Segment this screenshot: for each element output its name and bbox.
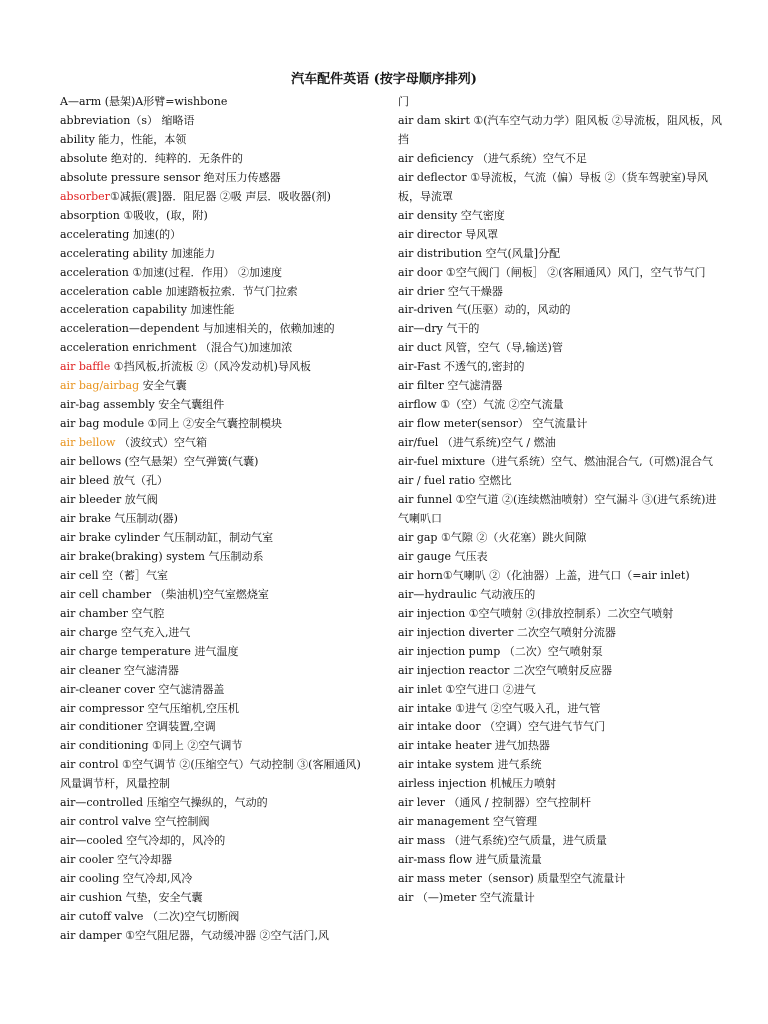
glossary-entry xyxy=(398,434,723,453)
entry-text: air intake system 进气系统 xyxy=(398,758,542,772)
entry-text: ①减振(震]器．阻尼器 ②吸 声层．吸收器(剂) xyxy=(109,189,331,203)
glossary-entry xyxy=(60,150,370,169)
page-title: 汽车配件英语 (按字母顺序排列) xyxy=(291,72,477,87)
glossary-entry xyxy=(398,681,723,700)
entry-text: air conditioner 空调装置,空调 xyxy=(60,720,216,734)
entry-text: air-mass flow 进气质量流量 xyxy=(398,853,542,867)
entry-text: ①挡风板,折流板 ②（风冷发动机)导风板 xyxy=(110,360,311,374)
glossary-entry xyxy=(398,794,723,813)
glossary-entry xyxy=(60,491,370,510)
entry-text: air cell 空（蓄］气室 xyxy=(60,568,169,582)
entry-text: airflow ①（空）气流 ②空气流量 xyxy=(398,398,564,412)
glossary-entry xyxy=(398,93,723,112)
glossary-entry xyxy=(398,889,723,908)
glossary-entry xyxy=(398,870,723,889)
glossary-entry xyxy=(60,851,370,870)
glossary-entry xyxy=(60,301,370,320)
entry-text: air deficiency （进气系统）空气不足 xyxy=(398,151,587,165)
entry-text: air management 空气管理 xyxy=(398,815,537,829)
glossary-entry xyxy=(398,169,723,207)
highlighted-term: air bellow xyxy=(60,436,116,450)
entry-text: air funnel ①空气道 ②(连续燃油喷射）空气漏斗 ③(进气系统)进气喇叭口 xyxy=(398,493,717,525)
glossary-entry xyxy=(398,320,723,339)
glossary-entry xyxy=(398,605,723,624)
entry-text: air-fuel mixture（进气系统）空气、燃油混合气,（可燃)混合气 xyxy=(398,455,713,469)
entry-text: airless injection 机械压力喷射 xyxy=(398,777,556,791)
glossary-entry xyxy=(398,718,723,737)
entry-text: acceleration cable 加速踏板拉索．节气门拉索 xyxy=(60,284,298,298)
glossary-entry xyxy=(60,112,370,131)
entry-text: accelerating 加速(的） xyxy=(60,227,182,241)
glossary-entry xyxy=(60,264,370,283)
entry-text: air brake(braking) system 气压制动系 xyxy=(60,549,264,563)
glossary-entry xyxy=(398,207,723,226)
entry-text: air horn①气喇叭 ②（化油器）上盖，进气口（=air inlet) xyxy=(398,568,690,582)
entry-text: acceleration ①加速(过程．作用） ②加速度 xyxy=(60,265,283,279)
glossary-entry xyxy=(398,226,723,245)
entry-text: air charge temperature 进气温度 xyxy=(60,644,239,658)
glossary-entry xyxy=(398,567,723,586)
entry-text: air bleed 放气（孔） xyxy=(60,474,168,488)
entry-text: air cell chamber （柴油机)空气室燃烧室 xyxy=(60,587,269,601)
glossary-entry xyxy=(398,396,723,415)
glossary-entry xyxy=(398,548,723,567)
glossary-entry xyxy=(398,283,723,302)
glossary-entry xyxy=(60,188,370,207)
entry-text: air conditioning ①同上 ②空气调节 xyxy=(60,739,243,753)
glossary-entry xyxy=(60,226,370,245)
entry-text: air-cleaner cover 空气滤清器盖 xyxy=(60,682,225,696)
entry-text: accelerating ability 加速能力 xyxy=(60,246,216,260)
entry-text: air injection diverter 二次空气喷射分流器 xyxy=(398,625,616,639)
glossary-entry xyxy=(60,510,370,529)
glossary-entry xyxy=(398,339,723,358)
entry-text: air—hydraulic 气动液压的 xyxy=(398,587,536,601)
entry-text: air distribution 空气(风量]分配 xyxy=(398,246,561,260)
glossary-entry xyxy=(60,567,370,586)
glossary-entry xyxy=(60,415,370,434)
entry-text: air cleaner 空气滤清器 xyxy=(60,663,179,677)
glossary-entry xyxy=(398,415,723,434)
glossary-entry xyxy=(60,434,370,453)
entry-text: air filter 空气滤清器 xyxy=(398,379,503,393)
entry-text: air lever （通风 / 控制器）空气控制杆 xyxy=(398,796,592,810)
entry-text: air charge 空气充入,进气 xyxy=(60,625,191,639)
glossary-entry xyxy=(398,662,723,681)
entry-text: air-bag assembly 安全气囊组件 xyxy=(60,398,225,412)
glossary-entry xyxy=(60,358,370,377)
glossary-entry xyxy=(60,339,370,358)
glossary-entry xyxy=(60,889,370,908)
glossary-entry xyxy=(60,718,370,737)
entry-text: air cooler 空气冷却器 xyxy=(60,853,173,867)
entry-text: air gauge 气压表 xyxy=(398,549,488,563)
entry-text: air door ①空气阀门（闸板］ ②(客厢通风）风门，空气节气门 xyxy=(398,265,706,279)
glossary-entry xyxy=(398,586,723,605)
glossary-entry xyxy=(398,851,723,870)
glossary-entry xyxy=(60,794,370,813)
entry-text: air chamber 空气腔 xyxy=(60,606,165,620)
glossary-entry xyxy=(398,150,723,169)
entry-text: acceleration enrichment （混合气)加速加浓 xyxy=(60,341,293,355)
entry-text: air—cooled 空气冷却的，风冷的 xyxy=(60,834,226,848)
entry-text: air drier 空气干燥器 xyxy=(398,284,503,298)
glossary-entry xyxy=(398,700,723,719)
entry-text: air—dry 气干的 xyxy=(398,322,480,336)
glossary-entry xyxy=(398,643,723,662)
glossary-entry xyxy=(60,283,370,302)
entry-text: air gap ①气隙 ②（火花塞）跳火间隙 xyxy=(398,530,587,544)
entry-text: air mass （进气系统)空气质量，进气质量 xyxy=(398,834,607,848)
glossary-entry xyxy=(60,681,370,700)
glossary-entry xyxy=(398,491,723,529)
glossary-entry xyxy=(60,737,370,756)
glossary-entry xyxy=(60,586,370,605)
glossary-entry xyxy=(60,453,370,472)
left-column xyxy=(60,93,370,946)
entry-text: 安全气囊 xyxy=(139,379,187,393)
glossary-entry xyxy=(60,605,370,624)
entry-text: air mass meter（sensor) 质量型空气流量计 xyxy=(398,872,626,886)
entry-text: （波纹式）空气箱 xyxy=(115,436,207,450)
glossary-entry xyxy=(398,813,723,832)
entry-text: air / fuel ratio 空燃比 xyxy=(398,474,512,488)
entry-text: 门 xyxy=(398,95,409,108)
glossary-entry xyxy=(60,320,370,339)
entry-text: air-driven 气(压驱）动的，风动的 xyxy=(398,303,571,317)
glossary-entry xyxy=(60,548,370,567)
entry-text: air injection pump （二次）空气喷射泵 xyxy=(398,644,603,658)
entry-text: air duct 风管，空气（导,输送)管 xyxy=(398,341,563,355)
glossary-entry xyxy=(398,624,723,643)
entry-text: air inlet ①空气进口 ②进气 xyxy=(398,682,536,696)
glossary-entry xyxy=(60,662,370,681)
entry-text: absorption ①吸收，(取，附) xyxy=(60,208,208,222)
entry-text: air deflector ①导流板，气流（偏）导板 ②（货车驾驶室)导风板，导流罩 xyxy=(398,170,708,203)
entry-text: acceleration—dependent 与加速相关的，依赖加速的 xyxy=(60,322,335,336)
glossary-entry xyxy=(398,264,723,283)
entry-text: air dam skirt ①(汽车空气动力学）阻风板 ②导流板，阻风板，风挡 xyxy=(398,113,723,146)
entry-text: air cooling 空气冷却,风冷 xyxy=(60,872,193,886)
glossary-entry xyxy=(60,832,370,851)
glossary-entry xyxy=(398,737,723,756)
entry-text: air—controlled 压缩空气操纵的，气动的 xyxy=(60,796,268,810)
entry-text: air control valve 空气控制阀 xyxy=(60,815,210,829)
glossary-entry xyxy=(60,377,370,396)
entry-text: absolute 绝对的．纯粹的．无条件的 xyxy=(60,151,243,165)
glossary-entry xyxy=(398,472,723,491)
entry-text: air bellows (空气悬架）空气弹簧(气囊) xyxy=(60,455,259,469)
glossary-entry xyxy=(60,700,370,719)
glossary-entry xyxy=(60,756,370,794)
entry-text: air cushion 气垫，安全气囊 xyxy=(60,891,203,905)
glossary-entry xyxy=(398,756,723,775)
glossary-entry xyxy=(398,832,723,851)
entry-text: air damper ①空气阻尼器，气动缓冲器 ②空气活门,风 xyxy=(60,928,330,942)
entry-text: air intake door （空调）空气进气节气门 xyxy=(398,720,606,734)
glossary-entry xyxy=(398,529,723,548)
entry-text: air control ①空气调节 ②(压缩空气）气动控制 ③(客厢通风)风量调节杆，风量控制 xyxy=(60,758,361,791)
entry-text: ability 能力，性能，本领 xyxy=(60,132,187,146)
entry-text: air intake ①进气 ②空气吸入孔，进气管 xyxy=(398,701,601,715)
highlighted-term: air bag/airbag xyxy=(60,379,140,393)
glossary-entry xyxy=(398,358,723,377)
glossary-entry xyxy=(60,396,370,415)
glossary-entry xyxy=(60,207,370,226)
entry-text: air injection reactor 二次空气喷射反应器 xyxy=(398,663,612,677)
entry-text: acceleration capability 加速性能 xyxy=(60,303,235,317)
entry-text: air injection ①空气喷射 ②(排放控制系）二次空气喷射 xyxy=(398,606,674,620)
glossary-entry xyxy=(60,624,370,643)
glossary-entry xyxy=(60,93,370,112)
glossary-entry xyxy=(398,112,723,150)
glossary-entry xyxy=(60,643,370,662)
highlighted-term: air baffle xyxy=(60,360,111,374)
glossary-entry xyxy=(60,813,370,832)
entry-text: air/fuel （进气系统)空气 / 燃油 xyxy=(398,436,556,450)
highlighted-term: absorber xyxy=(60,189,110,203)
glossary-entry xyxy=(398,245,723,264)
entry-text: abbreviation（s） 缩略语 xyxy=(60,113,195,127)
glossary-entry xyxy=(398,301,723,320)
entry-text: air density 空气密度 xyxy=(398,208,505,222)
entry-text: absolute pressure sensor 绝对压力传感器 xyxy=(60,170,281,184)
glossary-entry xyxy=(60,908,370,927)
entry-text: air intake heater 进气加热器 xyxy=(398,739,550,753)
entry-text: air flow meter(sensor） 空气流量计 xyxy=(398,417,588,431)
glossary-entry xyxy=(60,169,370,188)
glossary-entry xyxy=(60,472,370,491)
entry-text: air （—)meter 空气流量计 xyxy=(398,891,535,905)
entry-text: air compressor 空气压缩机,空压机 xyxy=(60,701,240,715)
entry-text: air brake cylinder 气压制动缸，制动气室 xyxy=(60,530,274,544)
glossary-entry xyxy=(60,131,370,150)
glossary-entry xyxy=(398,377,723,396)
glossary-entry xyxy=(398,453,723,472)
entry-text: air-Fast 不透气的,密封的 xyxy=(398,360,525,374)
entry-text: air brake 气压制动(器) xyxy=(60,511,178,525)
glossary-entry xyxy=(60,870,370,889)
entry-text: air bleeder 放气阀 xyxy=(60,493,158,507)
glossary-entry xyxy=(60,245,370,264)
entry-text: air cutoff valve （二次)空气切断阀 xyxy=(60,909,240,923)
glossary-entry xyxy=(60,529,370,548)
glossary-entry xyxy=(60,927,370,946)
glossary-entry xyxy=(398,775,723,794)
entry-text: air director 导风罩 xyxy=(398,227,499,241)
entry-text: air bag module ①同上 ②安全气囊控制模块 xyxy=(60,417,283,431)
right-column xyxy=(398,93,723,908)
entry-text: A—arm (悬架)A形臂=wishbone xyxy=(60,95,228,108)
